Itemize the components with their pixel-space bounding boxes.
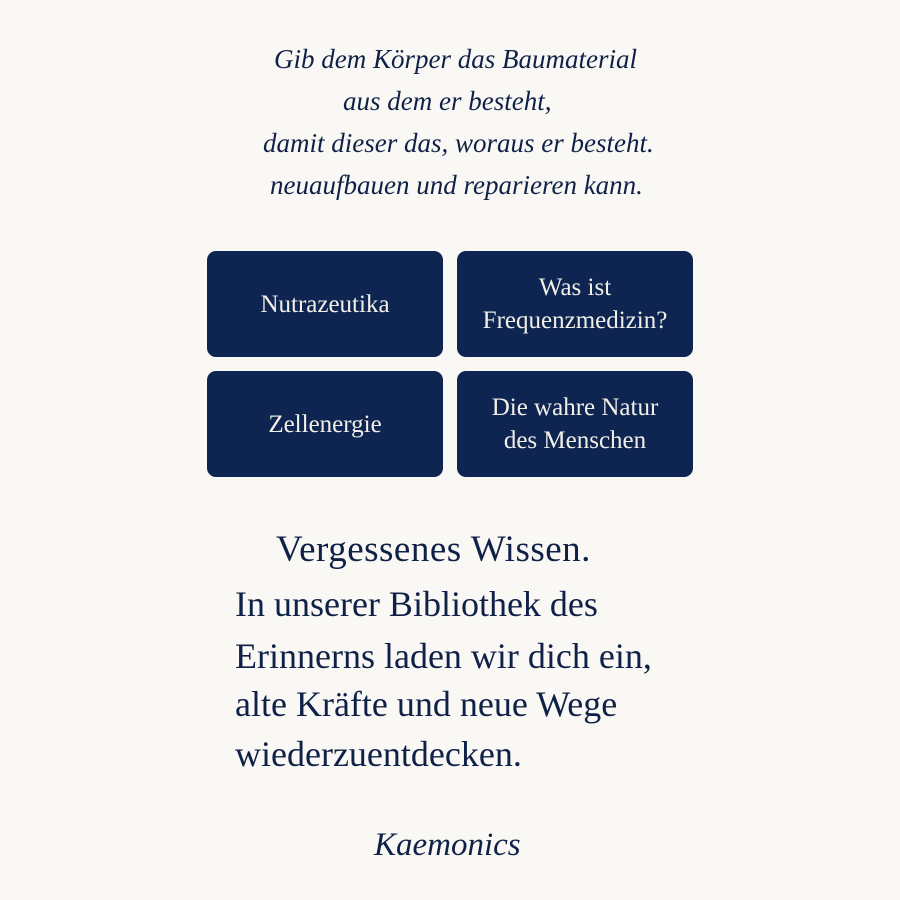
quote-line-2: aus dem er besteht,	[343, 86, 552, 116]
tile-label-line: Was ist	[538, 274, 612, 301]
tile-label-line: Frequenzmedizin?	[482, 307, 668, 334]
quote-line-4: neuaufbauen und reparieren kann.	[270, 170, 643, 200]
tile-label	[260, 288, 389, 321]
tile-label-line: des Menschen	[503, 427, 647, 454]
quote-line-1: Gib dem Körper das Baumaterial	[274, 44, 637, 74]
tile-label	[268, 408, 381, 441]
tile-label-line: Nutrazeutika	[260, 290, 390, 318]
quote-line-3: damit dieser das, woraus er besteht.	[263, 128, 654, 158]
tile-frequenzmedizin-button[interactable]	[457, 251, 693, 357]
signature: Kaemonics	[374, 827, 521, 863]
tile-label	[492, 391, 659, 457]
section-heading: Vergessenes Wissen.	[276, 529, 591, 570]
tile-wahre-natur-button[interactable]	[457, 371, 693, 477]
body-line-1: In unserer Bibliothek des	[235, 584, 598, 624]
body-line-3: alte Kräfte und neue Wege	[235, 684, 618, 724]
tile-zellenergie-button[interactable]	[207, 371, 443, 477]
tile-nutrazeutika-button[interactable]	[207, 251, 443, 357]
tile-label	[483, 271, 668, 337]
tile-label-line: Die wahre Natur	[491, 394, 659, 421]
tile-label-line: Zellenergie	[268, 410, 382, 438]
body-line-2: Erinnerns laden wir dich ein,	[235, 636, 652, 676]
body-line-4: wiederzuentdecken.	[235, 734, 522, 774]
